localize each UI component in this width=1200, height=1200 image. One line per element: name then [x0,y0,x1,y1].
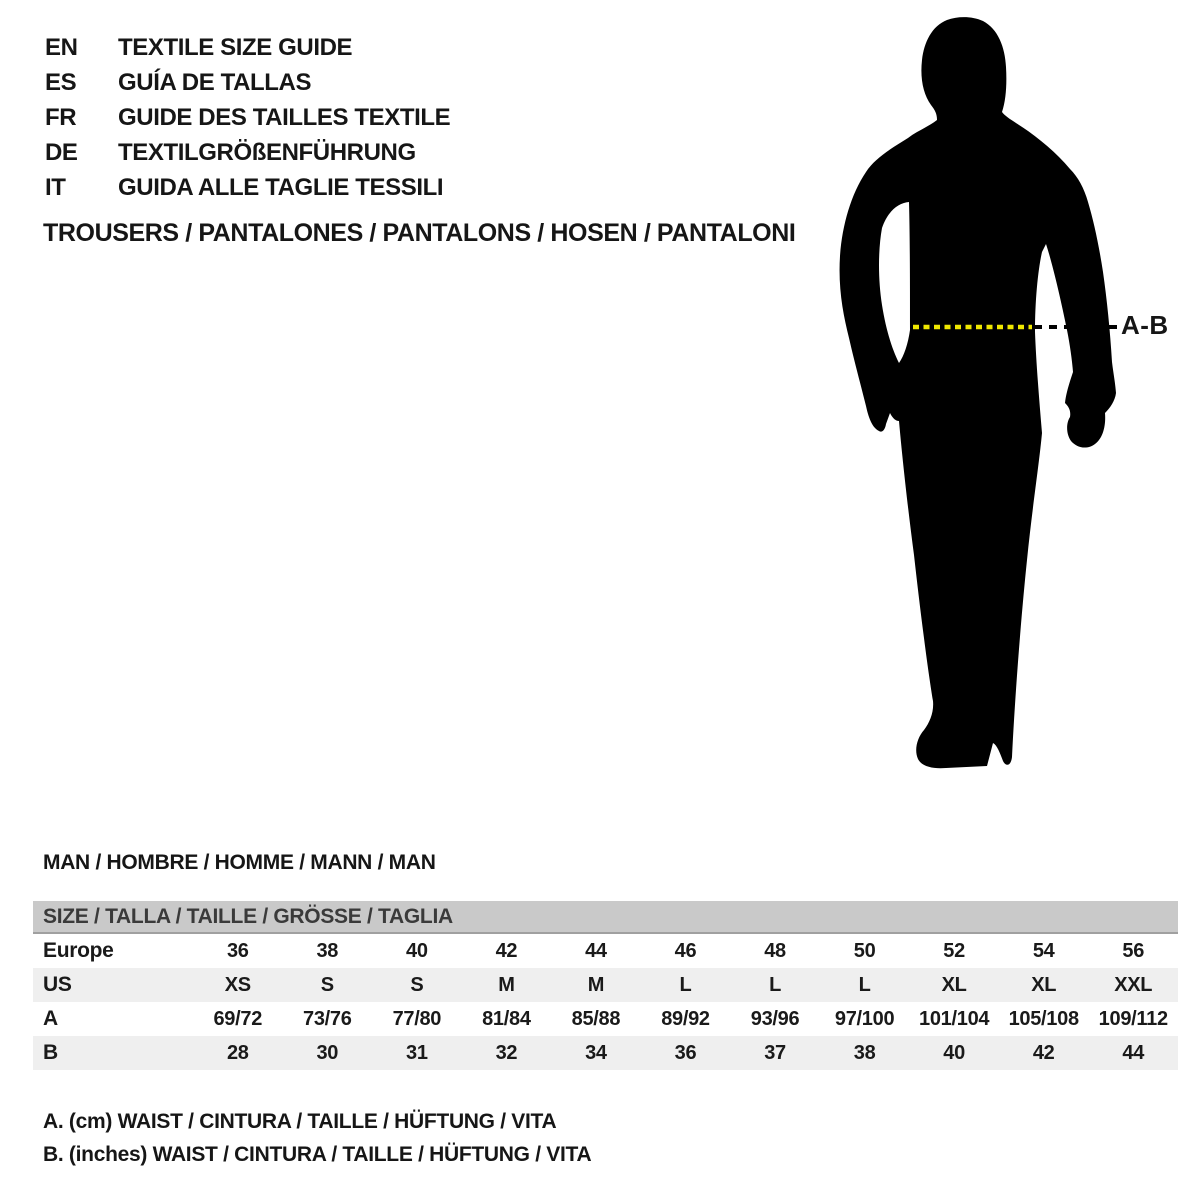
size-cell: 97/100 [834,1007,895,1030]
size-cell: 85/88 [571,1007,621,1030]
footnote-a-cm: A. (cm) WAIST / CINTURA / TAILLE / HÜFTUNG / VITA [43,1110,557,1133]
size-cell: 32 [495,1041,518,1064]
size-cell: M [498,973,515,996]
language-label: TEXTILGRÖßENFÜHRUNG [118,138,416,166]
man-silhouette-svg [820,0,1200,800]
size-table-header-label: SIZE / TALLA / TAILLE / GRÖSSE / TAGLIA [43,904,453,928]
size-cell: 101/104 [919,1007,990,1030]
size-cell: 56 [1122,939,1145,962]
size-cell: 40 [943,1041,965,1064]
size-cell: 105/108 [1008,1007,1079,1030]
size-table [33,901,1178,1070]
row-label: B [43,1041,58,1064]
size-cell: 89/92 [661,1007,710,1030]
size-cell: L [679,973,692,996]
size-cell: S [410,973,424,996]
language-row-de [45,135,450,170]
row-label: A [43,1007,58,1030]
section-title-man: MAN / HOMBRE / HOMME / MANN / MAN [43,851,436,874]
size-cell: XXL [1114,973,1153,996]
size-cell: 73/76 [303,1007,352,1030]
size-cell: 44 [1122,1041,1145,1064]
language-row-fr [45,100,450,135]
language-label: GUIDA ALLE TAGLIE TESSILI [118,173,444,201]
size-cell: 93/96 [750,1007,800,1030]
size-cell: 31 [406,1041,428,1064]
size-table-header [33,901,1178,934]
size-cell: 28 [226,1041,249,1064]
size-cell: XS [224,973,251,996]
size-cell: 46 [674,939,697,962]
language-code: ES [45,68,77,96]
size-cell: 38 [316,939,339,962]
size-cell: 36 [674,1041,697,1064]
size-cell: 50 [853,939,876,962]
size-cell: XL [1031,973,1057,996]
table-row-a-cm [33,1002,1178,1036]
row-label: Europe [43,939,114,962]
language-row-es [45,65,450,100]
size-cell: S [320,973,334,996]
size-cell: 44 [585,939,607,962]
language-label: GUÍA DE TALLAS [118,68,312,96]
footnote-b-inches: B. (inches) WAIST / CINTURA / TAILLE / HÜFTUNG / VITA [43,1143,592,1166]
size-cell: 42 [495,939,518,962]
size-cell: 38 [853,1041,876,1064]
size-cell: L [769,973,781,996]
measure-label-ab: A-B [1121,310,1169,340]
size-cell: 30 [316,1041,339,1064]
language-code: IT [45,173,66,201]
language-label: GUIDE DES TAILLES TEXTILE [118,103,451,131]
size-cell: L [858,973,871,996]
garment-title: TROUSERS / PANTALONES / PANTALONS / HOSEN / PANTALONI [43,219,796,247]
size-cell: 52 [943,939,965,962]
size-cell: 37 [764,1041,786,1064]
size-cell: 34 [585,1041,607,1064]
size-cell: 36 [226,939,249,962]
size-cell: 40 [406,939,428,962]
language-code: FR [45,103,77,131]
man-silhouette [840,17,1116,768]
size-cell: M [587,973,605,996]
size-cell: 54 [1032,939,1055,962]
language-row-en [45,30,450,65]
size-cell: 81/84 [482,1007,531,1030]
table-row-b-inches [33,1036,1178,1070]
language-code: EN [45,33,78,61]
table-row-europe [33,934,1178,968]
size-cell: 69/72 [213,1007,263,1030]
man-silhouette-figure [820,0,1200,800]
size-cell: 109/112 [1098,1007,1168,1030]
table-row-us [33,968,1178,1002]
size-cell: XL [941,973,967,996]
row-label: US [43,973,72,996]
language-label: TEXTILE SIZE GUIDE [118,33,353,61]
size-cell: 48 [764,939,786,962]
language-list [45,30,450,205]
language-code: DE [45,138,78,166]
language-row-it [45,170,450,205]
size-cell: 42 [1032,1041,1055,1064]
size-cell: 77/80 [392,1007,442,1030]
